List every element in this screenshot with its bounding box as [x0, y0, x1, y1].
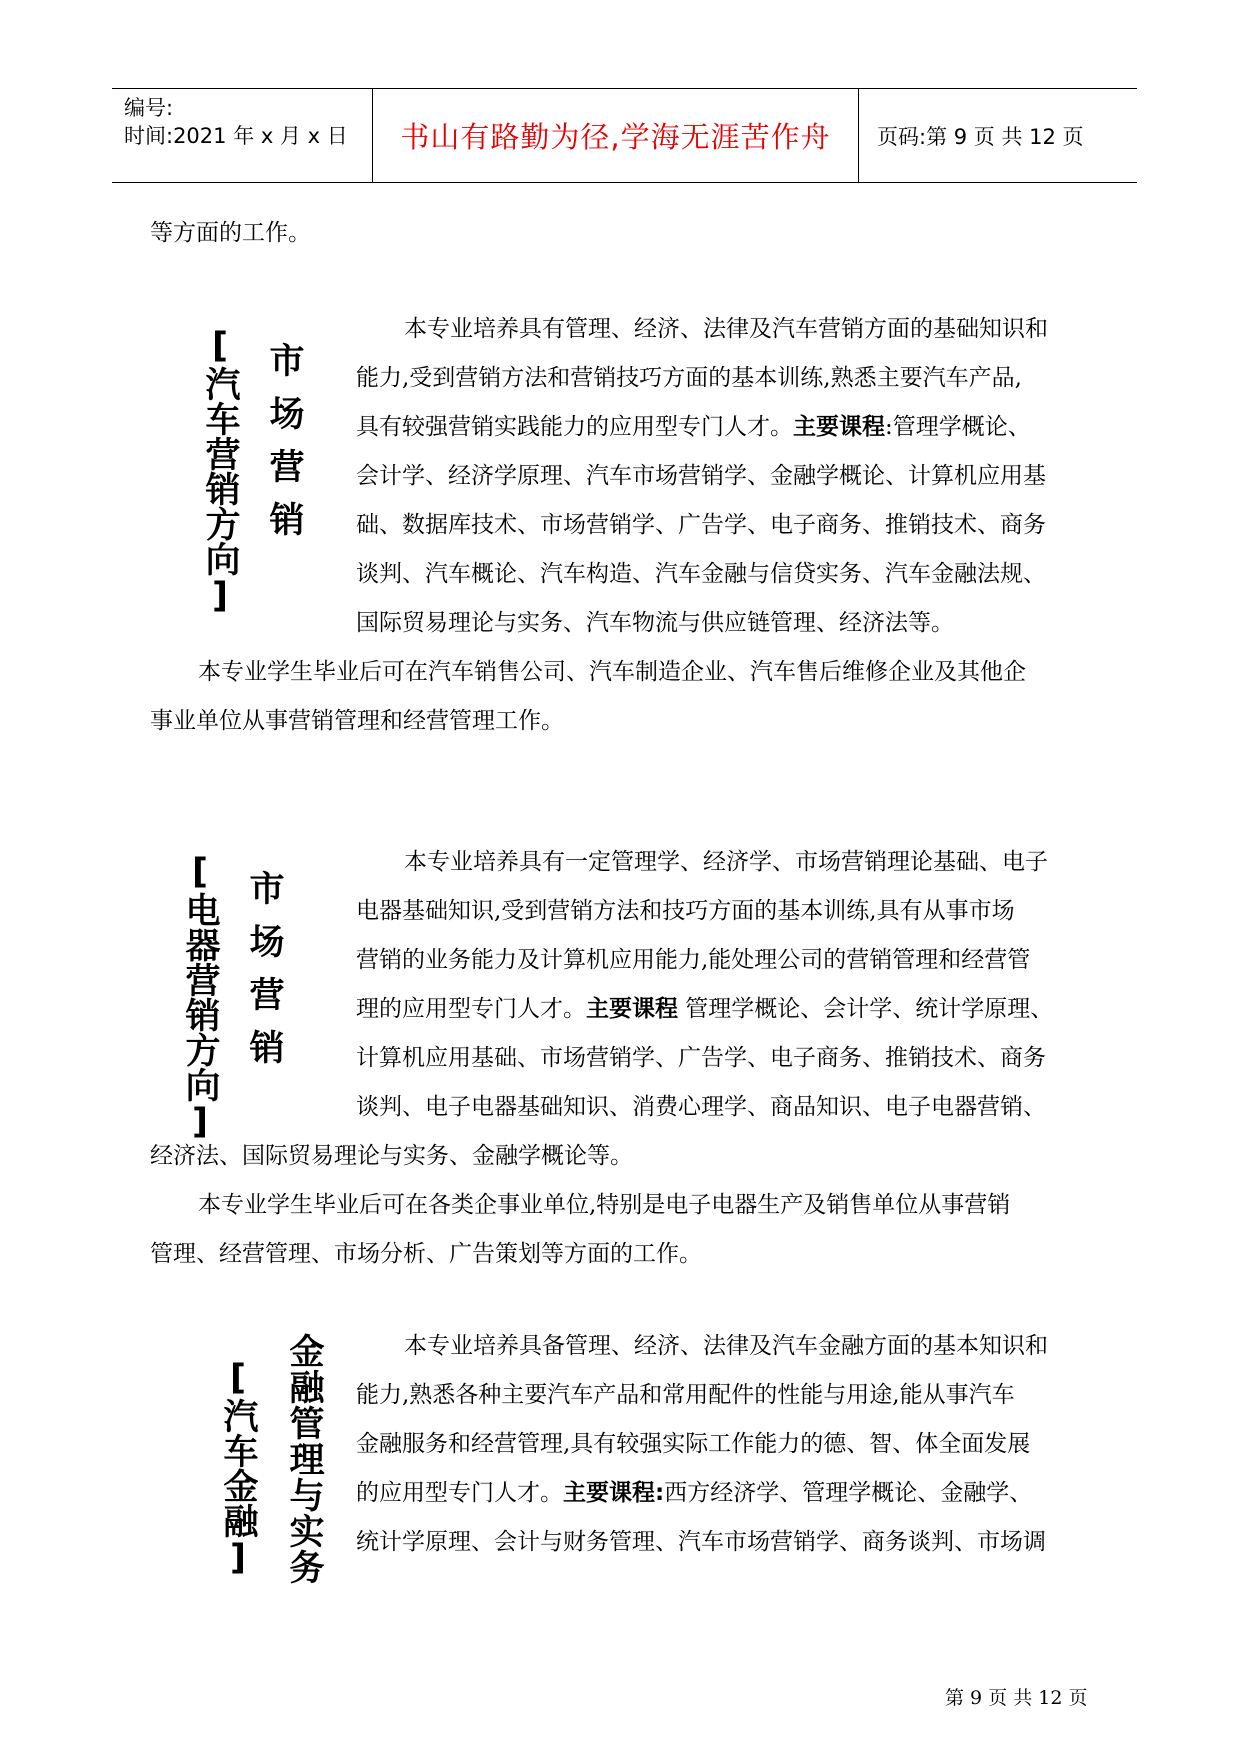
header-motto: 书山有路勤为径,学海无涯苦作舟 — [400, 120, 831, 154]
section-2-body-line: 理的应用型专门人才。主要课程 管理学概论、会计学、统计学原理、 — [356, 996, 1054, 1022]
section-1-body-line: 会计学、经济学原理、汽车市场营销学、金融学概论、计算机应用基 — [356, 463, 1046, 489]
section-1-body-line: 能力,受到营销方法和营销技巧方面的基本训练,熟悉主要汽车产品, — [356, 365, 1022, 391]
page-footer: 第 9 页 共 12 页 — [945, 1687, 1088, 1709]
section-2-body-line: 营销的业务能力及计算机应用能力,能处理公司的营销管理和经营管 — [356, 947, 1031, 973]
section-3-body-line: 的应用型专门人才。主要课程:西方经济学、管理学概论、金融学、 — [356, 1480, 1033, 1506]
section-1-body-line: 国际贸易理论与实务、汽车物流与供应链管理、经济法等。 — [356, 610, 954, 636]
section-1-career-line: 事业单位从事营销管理和经营管理工作。 — [150, 708, 564, 734]
section-3-subtitle: [汽车金融] — [218, 1358, 258, 1578]
section-2-subtitle: [电器营销方向] — [180, 852, 220, 1142]
section-2-career-line: 管理、经营管理、市场分析、广告策划等方面的工作。 — [150, 1241, 702, 1267]
header-right-cell — [859, 89, 1137, 182]
intro-line: 等方面的工作。 — [150, 220, 311, 246]
header-page-info: 页码:第 9 页 共 12 页 — [877, 124, 1084, 149]
section-1-body-line: 具有较强营销实践能力的应用型专门人才。主要课程:管理学概论、 — [356, 414, 1031, 440]
section-1-body-line: 础、数据库技术、市场营销学、广告学、电子商务、推销技术、商务 — [356, 512, 1046, 538]
section-1-body-line: 谈判、汽车概论、汽车构造、汽车金融与信贷实务、汽车金融法规、 — [356, 561, 1046, 587]
document-number-label: 编号: — [124, 96, 174, 120]
section-3-body-line: 能力,熟悉各种主要汽车产品和常用配件的性能与用途,能从事汽车 — [356, 1382, 1015, 1408]
section-3-title: 金融管理与实务 — [284, 1333, 324, 1585]
section-2-body-line: 电器基础知识,受到营销方法和技巧方面的基本训练,具有从事市场 — [356, 898, 1015, 924]
section-1-subtitle: [汽车营销方向] — [200, 326, 240, 616]
section-3-body-line: 金融服务和经营管理,具有较强实际工作能力的德、智、体全面发展 — [356, 1431, 1031, 1457]
section-2-career-line: 本专业学生毕业后可在各类企事业单位,特别是电子电器生产及销售单位从事营销 — [198, 1192, 1011, 1218]
page-header — [112, 88, 1137, 183]
document-time-label: 时间:2021 年 x 月 x 日 — [124, 124, 348, 148]
section-2-body-line: 经济法、国际贸易理论与实务、金融学概论等。 — [150, 1143, 633, 1169]
section-3-body-line: 统计学原理、会计与财务管理、汽车市场营销学、商务谈判、市场调 — [356, 1529, 1046, 1555]
section-2-body-line: 本专业培养具有一定管理学、经济学、市场营销理论基础、电子 — [404, 849, 1048, 875]
section-2-body-line: 谈判、电子电器基础知识、消费心理学、商品知识、电子电器营销、 — [356, 1094, 1046, 1120]
section-1-career-line: 本专业学生毕业后可在汽车销售公司、汽车制造企业、汽车售后维修企业及其他企 — [198, 659, 1026, 685]
header-middle-cell — [372, 89, 859, 182]
section-3-body-line: 本专业培养具备管理、经济、法律及汽车金融方面的基本知识和 — [404, 1333, 1048, 1359]
section-1-body-line: 本专业培养具有管理、经济、法律及汽车营销方面的基础知识和 — [404, 316, 1048, 342]
section-3-course-label: 主要课程: — [563, 1480, 665, 1506]
header-left-cell — [112, 89, 372, 182]
section-2-title: 市场营销 — [244, 870, 284, 1082]
section-1-title: 市场营销 — [264, 342, 304, 554]
section-2-course-label: 主要课程 — [586, 996, 678, 1022]
section-1-course-label: 主要课程 — [793, 414, 885, 440]
section-2-body-line: 计算机应用基础、市场营销学、广告学、电子商务、推销技术、商务 — [356, 1045, 1046, 1071]
